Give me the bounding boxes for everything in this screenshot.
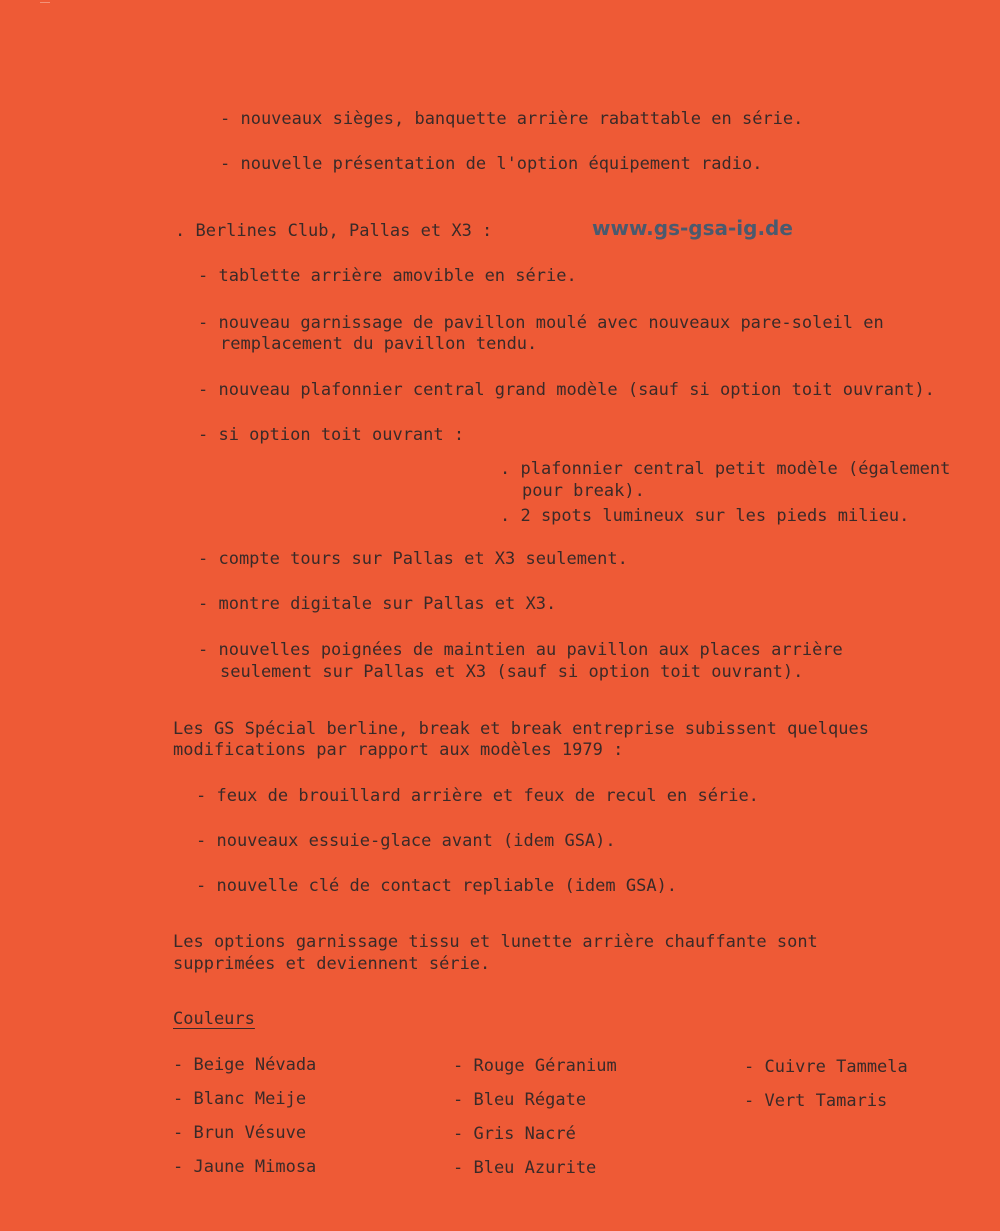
list-item: - feux de brouillard arrière et feux de recul en série. <box>196 786 759 806</box>
color-item: - Rouge Géranium <box>453 1056 617 1076</box>
section-heading-couleurs: Couleurs <box>173 1009 255 1029</box>
list-item: - tablette arrière amovible en série. <box>198 266 577 286</box>
list-item: - montre digitale sur Pallas et X3. <box>198 594 557 614</box>
list-item: - nouveaux essuie-glace avant (idem GSA). <box>196 831 616 851</box>
list-item: - nouvelle clé de contact repliable (idem GSA). <box>196 876 678 896</box>
list-item: - si option toit ouvrant : <box>198 425 465 445</box>
paragraph: Les options garnissage tissu et lunette arrière chauffante sont <box>173 932 818 952</box>
section-heading-berlines: . Berlines Club, Pallas et X3 : <box>175 221 493 241</box>
list-item: - compte tours sur Pallas et X3 seulement. <box>198 549 628 569</box>
color-item: - Beige Névada <box>173 1055 317 1075</box>
list-item: - nouveau garnissage de pavillon moulé avec nouveaux pare-soleil en <box>198 313 884 333</box>
sub-list-item: . 2 spots lumineux sur les pieds milieu. <box>500 506 910 526</box>
scan-mark <box>40 2 50 9</box>
list-item: - nouveaux sièges, banquette arrière rabattable en série. <box>220 109 804 129</box>
color-item: - Bleu Azurite <box>453 1158 597 1178</box>
paragraph: modifications par rapport aux modèles 1979 : <box>173 740 624 760</box>
sub-list-item: . plafonnier central petit modèle (également <box>500 459 951 479</box>
paragraph: supprimées et deviennent série. <box>173 954 491 974</box>
color-item: - Vert Tamaris <box>744 1091 888 1111</box>
color-item: - Blanc Meije <box>173 1089 307 1109</box>
list-item: - nouveau plafonnier central grand modèle (sauf si option toit ouvrant). <box>198 380 935 400</box>
list-item: - nouvelle présentation de l'option équipement radio. <box>220 154 763 174</box>
paragraph: Les GS Spécial berline, break et break entreprise subissent quelques <box>173 719 869 739</box>
color-item: - Cuivre Tammela <box>744 1057 908 1077</box>
list-item-continuation: remplacement du pavillon tendu. <box>220 334 538 354</box>
watermark-url: www.gs-gsa-ig.de <box>592 216 793 240</box>
color-item: - Brun Vésuve <box>173 1123 307 1143</box>
list-item: - nouvelles poignées de maintien au pavillon aux places arrière <box>198 640 843 660</box>
color-item: - Bleu Régate <box>453 1090 587 1110</box>
list-item-continuation: seulement sur Pallas et X3 (sauf si option toit ouvrant). <box>220 662 804 682</box>
color-item: - Jaune Mimosa <box>173 1157 317 1177</box>
color-item: - Gris Nacré <box>453 1124 576 1144</box>
sub-list-item-continuation: pour break). <box>522 481 645 501</box>
